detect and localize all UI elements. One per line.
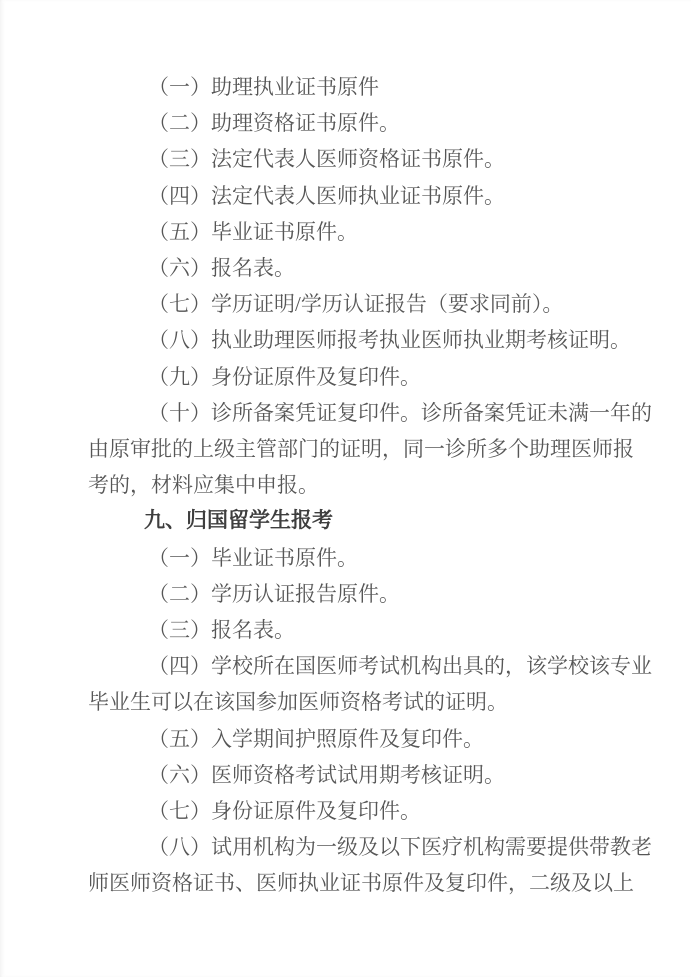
list-item: （一）助理执业证书原件	[148, 75, 379, 99]
list-item: （三）法定代表人医师资格证书原件。	[148, 147, 505, 172]
list-item: （七）身份证原件及复印件。	[148, 799, 421, 824]
list-item: （四）学校所在国医师考试机构出具的，该学校该专业毕业生可以在该国参加医师资格考试的证明。	[88, 654, 652, 715]
section-heading: 九、归国留学生报考	[144, 509, 333, 533]
list-item: （十）诊所备案凭证复印件。诊所备案凭证未满一年的由原审批的上级主管部门的证明，同一诊所多个助理医师报考的，材料应集中申报。	[88, 400, 652, 498]
list-item: （六）报名表。	[148, 256, 295, 281]
list-item: （四）法定代表人医师执业证书原件。	[148, 183, 505, 208]
list-item: （九）身份证原件及复印件。	[148, 364, 421, 389]
list-item: （五）入学期间护照原件及复印件。	[148, 726, 484, 751]
list-item: （八）执业助理医师报考执业医师执业期考核证明。	[148, 328, 631, 353]
document-content	[88, 69, 653, 902]
list-item: （一）毕业证书原件。	[148, 545, 358, 570]
list-item: （二）学历认证报告原件。	[148, 581, 400, 606]
list-item: （二）助理资格证书原件。	[148, 111, 400, 136]
list-item: （七）学历证明/学历认证报告（要求同前）。	[148, 292, 564, 317]
list-item: （三）报名表。	[148, 618, 295, 643]
list-item: （六）医师资格考试试用期考核证明。	[148, 762, 505, 787]
list-item: （八）试用机构为一级及以下医疗机构需要提供带教老师医师资格证书、医师执业证书原件及复印件，二级及以上	[88, 835, 652, 896]
list-item: （五）毕业证书原件。	[148, 219, 358, 244]
